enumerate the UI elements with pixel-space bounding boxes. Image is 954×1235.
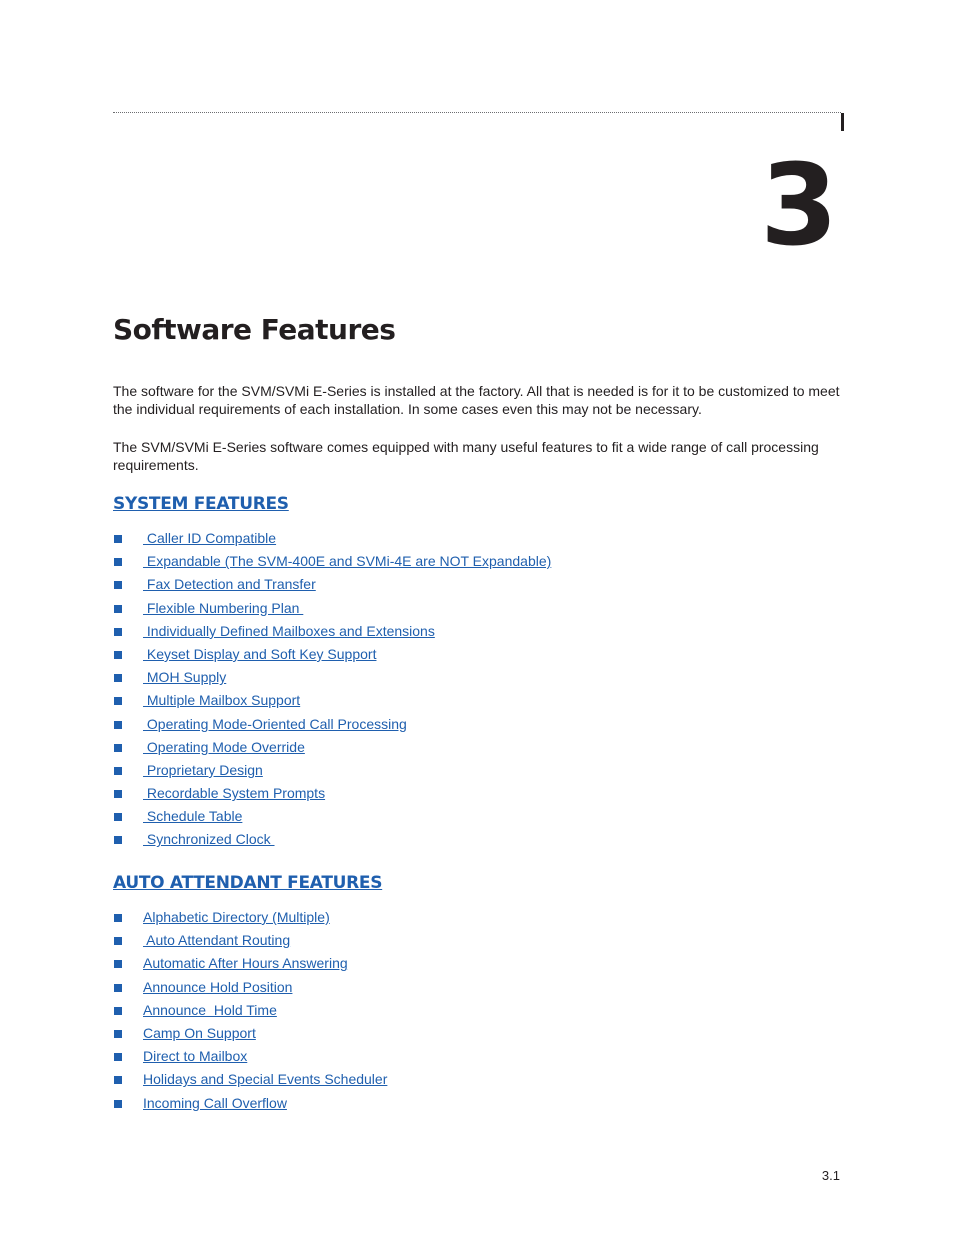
feature-link[interactable]: Keyset Display and Soft Key Support bbox=[143, 645, 377, 662]
square-bullet-icon bbox=[114, 628, 122, 636]
system-features-list bbox=[113, 527, 551, 852]
feature-link[interactable]: Announce Hold Time bbox=[143, 1001, 277, 1018]
list-item bbox=[113, 620, 551, 643]
feature-link[interactable]: Camp On Support bbox=[143, 1024, 256, 1041]
feature-link[interactable]: MOH Supply bbox=[143, 669, 227, 686]
square-bullet-icon bbox=[114, 1100, 122, 1108]
square-bullet-icon bbox=[114, 836, 122, 844]
feature-link[interactable]: Incoming Call Overflow bbox=[143, 1094, 287, 1111]
list-item bbox=[113, 828, 551, 851]
square-bullet-icon bbox=[114, 813, 122, 821]
list-item bbox=[113, 573, 551, 596]
feature-link[interactable]: Announce Hold Position bbox=[143, 978, 293, 995]
list-item bbox=[113, 782, 551, 805]
square-bullet-icon bbox=[114, 535, 122, 543]
square-bullet-icon bbox=[114, 984, 122, 992]
square-bullet-icon bbox=[114, 605, 122, 613]
square-bullet-icon bbox=[114, 651, 122, 659]
square-bullet-icon bbox=[114, 914, 122, 922]
feature-link[interactable]: Individually Defined Mailboxes and Extensions bbox=[143, 622, 435, 639]
square-bullet-icon bbox=[114, 558, 122, 566]
feature-link[interactable]: Operating Mode-Oriented Call Processing bbox=[143, 715, 407, 732]
list-item bbox=[113, 906, 387, 929]
list-item bbox=[113, 643, 551, 666]
list-item bbox=[113, 666, 551, 689]
page-title: Software Features bbox=[113, 313, 396, 346]
list-item bbox=[113, 976, 387, 999]
feature-link[interactable]: Proprietary Design bbox=[143, 761, 263, 778]
chapter-number: 3 bbox=[760, 141, 836, 271]
square-bullet-icon bbox=[114, 697, 122, 705]
list-item bbox=[113, 1068, 387, 1091]
list-item bbox=[113, 527, 551, 550]
feature-link[interactable]: Schedule Table bbox=[143, 808, 243, 825]
intro-paragraph-2: The SVM/SVMi E-Series software comes equipped with many useful features to fit a wide range of call processing requirements. bbox=[113, 439, 819, 473]
feature-link[interactable]: Automatic After Hours Answering bbox=[143, 955, 348, 972]
feature-link[interactable]: Fax Detection and Transfer bbox=[143, 576, 316, 593]
list-item bbox=[113, 550, 551, 573]
system-features-heading[interactable]: SYSTEM FEATURES bbox=[113, 494, 289, 514]
list-item bbox=[113, 805, 551, 828]
list-item bbox=[113, 759, 551, 782]
feature-link[interactable]: Operating Mode Override bbox=[143, 738, 305, 755]
feature-link[interactable]: Synchronized Clock bbox=[143, 831, 275, 848]
header-dotted-rule bbox=[113, 112, 841, 113]
square-bullet-icon bbox=[114, 674, 122, 682]
auto-attendant-features-list bbox=[113, 906, 387, 1115]
square-bullet-icon bbox=[114, 960, 122, 968]
square-bullet-icon bbox=[114, 767, 122, 775]
square-bullet-icon bbox=[114, 581, 122, 589]
square-bullet-icon bbox=[114, 1030, 122, 1038]
auto-attendant-features-heading[interactable]: AUTO ATTENDANT FEATURES bbox=[113, 873, 383, 893]
feature-link[interactable]: Recordable System Prompts bbox=[143, 785, 326, 802]
intro-paragraph-1: The software for the SVM/SVMi E-Series is installed at the factory. All that is needed is for it to be customized to meet the individual requirements of each installation. In some cases even this may not be necessary. bbox=[113, 383, 840, 417]
square-bullet-icon bbox=[114, 744, 122, 752]
square-bullet-icon bbox=[114, 937, 122, 945]
list-item bbox=[113, 1045, 387, 1068]
square-bullet-icon bbox=[114, 1053, 122, 1061]
list-item bbox=[113, 689, 551, 712]
list-item bbox=[113, 713, 551, 736]
list-item bbox=[113, 1022, 387, 1045]
square-bullet-icon bbox=[114, 790, 122, 798]
list-item bbox=[113, 1092, 387, 1115]
list-item bbox=[113, 999, 387, 1022]
feature-link[interactable]: Expandable (The SVM-400E and SVMi-4E are NOT Expandable) bbox=[143, 553, 552, 570]
feature-link[interactable]: Caller ID Compatible bbox=[143, 530, 277, 546]
feature-link[interactable]: Flexible Numbering Plan bbox=[143, 599, 304, 616]
square-bullet-icon bbox=[114, 1076, 122, 1084]
feature-link[interactable]: Direct to Mailbox bbox=[143, 1048, 248, 1065]
feature-link[interactable]: Multiple Mailbox Support bbox=[143, 692, 301, 709]
list-item bbox=[113, 736, 551, 759]
header-marker bbox=[841, 113, 844, 131]
list-item bbox=[113, 952, 387, 975]
square-bullet-icon bbox=[114, 721, 122, 729]
feature-link[interactable]: Holidays and Special Events Scheduler bbox=[143, 1071, 388, 1088]
list-item bbox=[113, 929, 387, 952]
list-item bbox=[113, 597, 551, 620]
feature-link[interactable]: Alphabetic Directory (Multiple) bbox=[143, 909, 330, 925]
square-bullet-icon bbox=[114, 1007, 122, 1015]
page-number: 3.1 bbox=[821, 1168, 840, 1183]
feature-link[interactable]: Auto Attendant Routing bbox=[143, 932, 291, 949]
